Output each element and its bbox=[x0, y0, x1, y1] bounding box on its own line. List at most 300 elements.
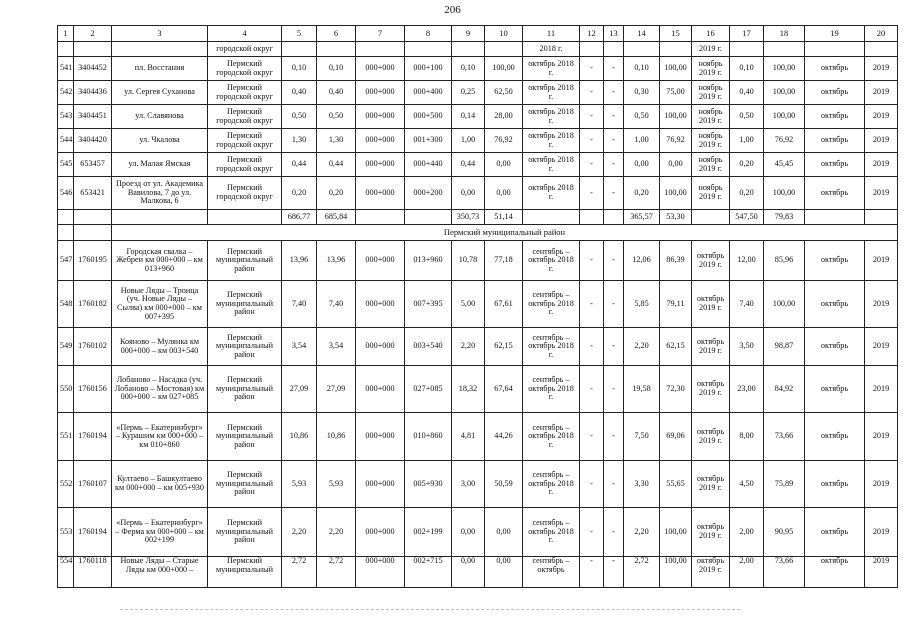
value-cell-c18: 100,00 bbox=[764, 105, 805, 129]
value-cell-c18: 76,92 bbox=[764, 129, 805, 153]
table-row bbox=[58, 81, 898, 105]
value-cell-c17: 7,40 bbox=[730, 281, 764, 328]
value-cell-c8: 007+395 bbox=[405, 281, 452, 328]
value-cell-c18: 45,45 bbox=[764, 153, 805, 177]
total-cell: 547,50 bbox=[730, 210, 764, 225]
column-number-header: 16 bbox=[692, 26, 730, 42]
value-cell-c6: 7,40 bbox=[317, 281, 356, 328]
value-cell-c5: 7,40 bbox=[282, 281, 317, 328]
empty-cell bbox=[405, 210, 452, 225]
empty-cell bbox=[112, 42, 208, 57]
column-number-header: 8 bbox=[405, 26, 452, 42]
value-cell-c7: 000+000 bbox=[356, 557, 405, 588]
road-code-cell: 1760156 bbox=[74, 366, 112, 413]
empty-cell bbox=[865, 42, 898, 57]
value-cell-c17: 0,20 bbox=[730, 153, 764, 177]
total-cell: 685,84 bbox=[317, 210, 356, 225]
road-code-cell: 653421 bbox=[74, 177, 112, 210]
value-cell-c11: сентябрь – октябрь 2018 г. bbox=[523, 508, 580, 557]
value-cell-c20: 2019 bbox=[865, 461, 898, 508]
value-cell-c12: - bbox=[580, 461, 604, 508]
value-cell-c11: октябрь 2018 г. bbox=[523, 81, 580, 105]
header-row bbox=[58, 26, 898, 42]
value-cell-c16: ноябрь 2019 г. bbox=[692, 105, 730, 129]
road-name-cell: Городская свалка – Жебреи км 000+000 – км 013+960 bbox=[112, 241, 208, 281]
value-cell-c18: 90,95 bbox=[764, 508, 805, 557]
value-cell-c8: 002+715 bbox=[405, 557, 452, 588]
value-cell-c14: 5,85 bbox=[624, 281, 660, 328]
value-cell-c8: 000+100 bbox=[405, 57, 452, 81]
value-cell-c16: ноябрь 2019 г. bbox=[692, 129, 730, 153]
column-number-header: 5 bbox=[282, 26, 317, 42]
value-cell-c7: 000+000 bbox=[356, 508, 405, 557]
value-cell-c14: 1,00 bbox=[624, 129, 660, 153]
value-cell-c8: 013+960 bbox=[405, 241, 452, 281]
value-cell-c17: 0,10 bbox=[730, 57, 764, 81]
value-cell-c20: 2019 bbox=[865, 241, 898, 281]
value-cell-c10: 62,15 bbox=[485, 328, 523, 366]
value-cell-c15: 0,00 bbox=[660, 153, 692, 177]
empty-cell bbox=[74, 225, 112, 241]
empty-cell bbox=[805, 42, 865, 57]
road-code-cell: 3404420 bbox=[74, 129, 112, 153]
value-cell-c18: 100,00 bbox=[764, 177, 805, 210]
value-cell-c15: 86,39 bbox=[660, 241, 692, 281]
value-cell-c6: 2,20 bbox=[317, 508, 356, 557]
value-cell-c12: - bbox=[580, 508, 604, 557]
road-name-cell: ул. Чкалова bbox=[112, 129, 208, 153]
value-cell-c12: - bbox=[580, 557, 604, 588]
value-cell-c16: октябрь 2019 г. bbox=[692, 413, 730, 461]
value-cell-c14: 2,20 bbox=[624, 508, 660, 557]
value-cell-c14: 3,30 bbox=[624, 461, 660, 508]
row-number-cell: 545 bbox=[58, 153, 74, 177]
empty-cell bbox=[356, 210, 405, 225]
page-edge-line bbox=[120, 609, 740, 610]
value-cell-c8: 000+440 bbox=[405, 153, 452, 177]
value-cell-c20: 2019 bbox=[865, 366, 898, 413]
value-cell-c7: 000+000 bbox=[356, 461, 405, 508]
value-cell-c19: октябрь bbox=[805, 241, 865, 281]
column-number-header: 6 bbox=[317, 26, 356, 42]
value-cell-c18: 85,96 bbox=[764, 241, 805, 281]
value-cell-c15: 55,65 bbox=[660, 461, 692, 508]
value-cell-c16: октябрь 2019 г. bbox=[692, 241, 730, 281]
owner-cell: городской округ bbox=[208, 42, 282, 57]
empty-cell bbox=[624, 42, 660, 57]
table-row bbox=[58, 508, 898, 557]
value-cell-c13: - bbox=[604, 241, 624, 281]
empty-cell bbox=[692, 210, 730, 225]
row-number-cell: 548 bbox=[58, 281, 74, 328]
value-cell-c20: 2019 bbox=[865, 105, 898, 129]
value-cell-c13: - bbox=[604, 508, 624, 557]
value-cell-c15: 100,00 bbox=[660, 105, 692, 129]
value-cell-c11: октябрь 2018 г. bbox=[523, 105, 580, 129]
value-cell-c19: октябрь bbox=[805, 177, 865, 210]
value-cell-c5: 13,96 bbox=[282, 241, 317, 281]
value-cell-c7: 000+000 bbox=[356, 81, 405, 105]
value-cell-c19: октябрь bbox=[805, 461, 865, 508]
continuation-row bbox=[58, 42, 898, 57]
value-cell-c16: ноябрь 2019 г. bbox=[692, 177, 730, 210]
road-name-cell: ул. Сергея Суханова bbox=[112, 81, 208, 105]
value-cell-c7: 000+000 bbox=[356, 153, 405, 177]
empty-cell bbox=[112, 210, 208, 225]
owner-cell: Пермский городской округ bbox=[208, 129, 282, 153]
value-cell-c19: октябрь bbox=[805, 57, 865, 81]
owner-cell: Пермский городской округ bbox=[208, 81, 282, 105]
row-number-cell: 553 bbox=[58, 508, 74, 557]
owner-cell: Пермский муниципальный район bbox=[208, 241, 282, 281]
value-cell-c12: - bbox=[580, 366, 604, 413]
empty-cell bbox=[730, 42, 764, 57]
value-cell-c5: 1,30 bbox=[282, 129, 317, 153]
value-cell-c8: 005+930 bbox=[405, 461, 452, 508]
value-cell-c12: - bbox=[580, 57, 604, 81]
value-cell-c11: октябрь 2018 г. bbox=[523, 177, 580, 210]
value-cell-c12: - bbox=[580, 177, 604, 210]
value-cell-c17: 4,50 bbox=[730, 461, 764, 508]
value-cell-c7: 000+000 bbox=[356, 366, 405, 413]
value-cell-c18: 98,87 bbox=[764, 328, 805, 366]
value-cell-c9: 10,78 bbox=[452, 241, 485, 281]
road-code-cell: 1760194 bbox=[74, 413, 112, 461]
row-number-cell: 549 bbox=[58, 328, 74, 366]
row-number-cell: 542 bbox=[58, 81, 74, 105]
value-cell-c18: 84,92 bbox=[764, 366, 805, 413]
value-cell-c5: 3,54 bbox=[282, 328, 317, 366]
row-number-cell: 547 bbox=[58, 241, 74, 281]
value-cell-c17: 12,00 bbox=[730, 241, 764, 281]
value-cell-c15: 72,30 bbox=[660, 366, 692, 413]
value-cell-c11: сентябрь – октябрь 2018 г. bbox=[523, 461, 580, 508]
value-cell-c9: 2,20 bbox=[452, 328, 485, 366]
empty-cell bbox=[282, 42, 317, 57]
value-cell-c11: сентябрь – октябрь 2018 г. bbox=[523, 366, 580, 413]
value-cell-c15: 100,00 bbox=[660, 508, 692, 557]
road-name-cell: «Пермь – Екатеринбург» – Ферма км 000+000 – км 002+199 bbox=[112, 508, 208, 557]
empty-cell bbox=[317, 42, 356, 57]
value-cell-c11: сентябрь – октябрь 2018 г. bbox=[523, 413, 580, 461]
value-cell-c11: сентябрь – октябрь 2018 г. bbox=[523, 281, 580, 328]
column-number-header: 9 bbox=[452, 26, 485, 42]
value-cell-c19: октябрь bbox=[805, 508, 865, 557]
value-cell-c7: 000+000 bbox=[356, 129, 405, 153]
road-code-cell: 3404436 bbox=[74, 81, 112, 105]
section-title: Пермский муниципальный район bbox=[112, 225, 898, 241]
value-cell-c15: 79,11 bbox=[660, 281, 692, 328]
road-name-cell: Проезд от ул. Академика Вавилова, 7 до ул. Малкова, 6 bbox=[112, 177, 208, 210]
value-cell-c5: 10,86 bbox=[282, 413, 317, 461]
value-cell-c20: 2019 bbox=[865, 281, 898, 328]
owner-cell: Пермский городской округ bbox=[208, 105, 282, 129]
value-cell-c19: октябрь bbox=[805, 413, 865, 461]
empty-cell bbox=[58, 225, 74, 241]
empty-cell bbox=[580, 210, 604, 225]
row-number-cell: 543 bbox=[58, 105, 74, 129]
empty-cell bbox=[356, 42, 405, 57]
value-cell-c16: ноябрь 2019 г. bbox=[692, 57, 730, 81]
value-cell-c16: октябрь 2019 г. bbox=[692, 328, 730, 366]
value-cell-c19: октябрь bbox=[805, 366, 865, 413]
value-cell-c12: - bbox=[580, 328, 604, 366]
value-cell-c16: ноябрь 2019 г. bbox=[692, 81, 730, 105]
value-cell-c17: 3,50 bbox=[730, 328, 764, 366]
empty-cell bbox=[805, 210, 865, 225]
roads-table bbox=[57, 25, 898, 588]
table-row bbox=[58, 328, 898, 366]
value-cell-c15: 100,00 bbox=[660, 557, 692, 588]
total-cell: 79,83 bbox=[764, 210, 805, 225]
value-cell-c7: 000+000 bbox=[356, 241, 405, 281]
owner-cell: Пермский муниципальный район bbox=[208, 366, 282, 413]
value-cell-c18: 100,00 bbox=[764, 81, 805, 105]
value-cell-c9: 0,14 bbox=[452, 105, 485, 129]
value-cell-c13: - bbox=[604, 153, 624, 177]
value-cell-c11: сентябрь – октябрь 2018 г. bbox=[523, 241, 580, 281]
owner-cell: Пермский городской округ bbox=[208, 153, 282, 177]
empty-cell bbox=[865, 210, 898, 225]
column-number-header: 18 bbox=[764, 26, 805, 42]
value-cell-c17: 23,00 bbox=[730, 366, 764, 413]
value-cell-c11: октябрь 2018 г. bbox=[523, 57, 580, 81]
table-row bbox=[58, 557, 898, 588]
total-cell: 365,57 bbox=[624, 210, 660, 225]
value-cell-c10: 0,00 bbox=[485, 508, 523, 557]
value-cell-c12: - bbox=[580, 153, 604, 177]
row-number-cell: 544 bbox=[58, 129, 74, 153]
value-cell-c6: 13,96 bbox=[317, 241, 356, 281]
value-cell-c9: 0,25 bbox=[452, 81, 485, 105]
value-cell-c6: 0,10 bbox=[317, 57, 356, 81]
value-cell-c18: 73,66 bbox=[764, 413, 805, 461]
value-cell-c15: 75,00 bbox=[660, 81, 692, 105]
value-cell-c13: - bbox=[604, 366, 624, 413]
column-number-header: 3 bbox=[112, 26, 208, 42]
value-cell-c9: 1,00 bbox=[452, 129, 485, 153]
value-cell-c10: 0,00 bbox=[485, 557, 523, 588]
value-cell-c7: 000+000 bbox=[356, 281, 405, 328]
value-cell-c14: 2,20 bbox=[624, 328, 660, 366]
value-cell-c9: 0,00 bbox=[452, 177, 485, 210]
owner-cell: Пермский городской округ bbox=[208, 177, 282, 210]
road-code-cell: 653457 bbox=[74, 153, 112, 177]
plan-cell: 2019 г. bbox=[692, 42, 730, 57]
value-cell-c18: 100,00 bbox=[764, 57, 805, 81]
value-cell-c9: 0,10 bbox=[452, 57, 485, 81]
value-cell-c10: 67,64 bbox=[485, 366, 523, 413]
value-cell-c13: - bbox=[604, 81, 624, 105]
value-cell-c7: 000+000 bbox=[356, 328, 405, 366]
value-cell-c13: - bbox=[604, 328, 624, 366]
value-cell-c14: 0,30 bbox=[624, 81, 660, 105]
row-number-cell: 554 bbox=[58, 557, 74, 588]
column-number-header: 20 bbox=[865, 26, 898, 42]
table-row bbox=[58, 281, 898, 328]
row-number-cell: 551 bbox=[58, 413, 74, 461]
value-cell-c8: 000+400 bbox=[405, 81, 452, 105]
value-cell-c5: 2,72 bbox=[282, 557, 317, 588]
table-row bbox=[58, 129, 898, 153]
row-number-cell: 546 bbox=[58, 177, 74, 210]
value-cell-c14: 0,50 bbox=[624, 105, 660, 129]
empty-cell bbox=[74, 210, 112, 225]
value-cell-c7: 000+000 bbox=[356, 413, 405, 461]
table-row bbox=[58, 413, 898, 461]
value-cell-c19: октябрь bbox=[805, 328, 865, 366]
value-cell-c6: 27,09 bbox=[317, 366, 356, 413]
value-cell-c20: 2019 bbox=[865, 177, 898, 210]
value-cell-c13: - bbox=[604, 129, 624, 153]
column-number-header: 7 bbox=[356, 26, 405, 42]
table-row bbox=[58, 153, 898, 177]
empty-cell bbox=[58, 210, 74, 225]
value-cell-c20: 2019 bbox=[865, 81, 898, 105]
total-cell: 686,77 bbox=[282, 210, 317, 225]
value-cell-c8: 001+300 bbox=[405, 129, 452, 153]
value-cell-c17: 8,00 bbox=[730, 413, 764, 461]
value-cell-c5: 0,20 bbox=[282, 177, 317, 210]
owner-cell: Пермский муниципальный район bbox=[208, 508, 282, 557]
value-cell-c17: 2,00 bbox=[730, 557, 764, 588]
value-cell-c14: 0,10 bbox=[624, 57, 660, 81]
column-number-header: 13 bbox=[604, 26, 624, 42]
value-cell-c14: 0,00 bbox=[624, 153, 660, 177]
empty-cell bbox=[485, 42, 523, 57]
total-cell: 350,73 bbox=[452, 210, 485, 225]
row-number-cell: 550 bbox=[58, 366, 74, 413]
value-cell-c8: 000+200 bbox=[405, 177, 452, 210]
value-cell-c5: 27,09 bbox=[282, 366, 317, 413]
value-cell-c18: 75,89 bbox=[764, 461, 805, 508]
road-name-cell: ул. Малая Ямская bbox=[112, 153, 208, 177]
empty-cell bbox=[660, 42, 692, 57]
owner-cell: Пермский муниципальный bbox=[208, 557, 282, 588]
value-cell-c5: 0,50 bbox=[282, 105, 317, 129]
road-code-cell: 3404452 bbox=[74, 57, 112, 81]
value-cell-c20: 2019 bbox=[865, 57, 898, 81]
value-cell-c14: 12,06 bbox=[624, 241, 660, 281]
value-cell-c10: 28,00 bbox=[485, 105, 523, 129]
value-cell-c19: октябрь bbox=[805, 557, 865, 588]
totals-row bbox=[58, 210, 898, 225]
empty-cell bbox=[580, 42, 604, 57]
road-name-cell: ул. Славянова bbox=[112, 105, 208, 129]
value-cell-c16: октябрь 2019 г. bbox=[692, 557, 730, 588]
value-cell-c15: 69,06 bbox=[660, 413, 692, 461]
value-cell-c11: октябрь 2018 г. bbox=[523, 129, 580, 153]
column-number-header: 4 bbox=[208, 26, 282, 42]
table-body bbox=[58, 26, 898, 588]
value-cell-c13: - bbox=[604, 413, 624, 461]
value-cell-c7: 000+000 bbox=[356, 57, 405, 81]
value-cell-c13: - bbox=[604, 461, 624, 508]
value-cell-c10: 0,00 bbox=[485, 153, 523, 177]
value-cell-c17: 2,00 bbox=[730, 508, 764, 557]
road-name-cell: Лобаново – Насадка (уч. Лобаново – Мостовая) км 000+000 – км 027+085 bbox=[112, 366, 208, 413]
road-code-cell: 1760107 bbox=[74, 461, 112, 508]
value-cell-c10: 77,18 bbox=[485, 241, 523, 281]
value-cell-c6: 5,93 bbox=[317, 461, 356, 508]
column-number-header: 10 bbox=[485, 26, 523, 42]
value-cell-c17: 1,00 bbox=[730, 129, 764, 153]
value-cell-c17: 0,20 bbox=[730, 177, 764, 210]
value-cell-c13: - bbox=[604, 105, 624, 129]
value-cell-c6: 2,72 bbox=[317, 557, 356, 588]
value-cell-c12: - bbox=[580, 81, 604, 105]
road-code-cell: 1760195 bbox=[74, 241, 112, 281]
total-cell: 51,14 bbox=[485, 210, 523, 225]
value-cell-c10: 76,92 bbox=[485, 129, 523, 153]
value-cell-c12: - bbox=[580, 129, 604, 153]
column-number-header: 2 bbox=[74, 26, 112, 42]
road-name-cell: Кояново – Мулянка км 000+000 – км 003+540 bbox=[112, 328, 208, 366]
value-cell-c19: октябрь bbox=[805, 105, 865, 129]
empty-cell bbox=[604, 210, 624, 225]
value-cell-c9: 0,44 bbox=[452, 153, 485, 177]
value-cell-c6: 1,30 bbox=[317, 129, 356, 153]
table-row bbox=[58, 366, 898, 413]
value-cell-c8: 002+199 bbox=[405, 508, 452, 557]
value-cell-c6: 3,54 bbox=[317, 328, 356, 366]
value-cell-c14: 19,58 bbox=[624, 366, 660, 413]
value-cell-c20: 2019 bbox=[865, 153, 898, 177]
value-cell-c9: 4,81 bbox=[452, 413, 485, 461]
value-cell-c13: - bbox=[604, 57, 624, 81]
value-cell-c16: октябрь 2019 г. bbox=[692, 461, 730, 508]
value-cell-c18: 73,66 bbox=[764, 557, 805, 588]
empty-cell bbox=[604, 42, 624, 57]
value-cell-c12: - bbox=[580, 413, 604, 461]
value-cell-c14: 7,50 bbox=[624, 413, 660, 461]
value-cell-c12: - bbox=[580, 105, 604, 129]
empty-cell bbox=[74, 42, 112, 57]
owner-cell: Пермский муниципальный район bbox=[208, 281, 282, 328]
section-row bbox=[58, 225, 898, 241]
column-number-header: 15 bbox=[660, 26, 692, 42]
value-cell-c5: 0,44 bbox=[282, 153, 317, 177]
road-code-cell: 1760102 bbox=[74, 328, 112, 366]
road-name-cell: «Пермь – Екатеринбург» – Курашим км 000+000 – км 010+860 bbox=[112, 413, 208, 461]
road-name-cell: Новые Ляды – Троица (уч. Новые Ляды – Сылва) км 000+000 – км 007+395 bbox=[112, 281, 208, 328]
empty-cell bbox=[405, 42, 452, 57]
value-cell-c12: - bbox=[580, 241, 604, 281]
value-cell-c8: 010+860 bbox=[405, 413, 452, 461]
period-cell: 2018 г. bbox=[523, 42, 580, 57]
empty-cell bbox=[58, 42, 74, 57]
column-number-header: 12 bbox=[580, 26, 604, 42]
value-cell-c12: - bbox=[580, 281, 604, 328]
column-number-header: 14 bbox=[624, 26, 660, 42]
value-cell-c7: 000+000 bbox=[356, 177, 405, 210]
table-row bbox=[58, 57, 898, 81]
value-cell-c11: сентябрь – октябрь bbox=[523, 557, 580, 588]
value-cell-c5: 0,10 bbox=[282, 57, 317, 81]
value-cell-c10: 44,26 bbox=[485, 413, 523, 461]
road-code-cell: 1760118 bbox=[74, 557, 112, 588]
column-number-header: 11 bbox=[523, 26, 580, 42]
road-code-cell: 1760194 bbox=[74, 508, 112, 557]
value-cell-c15: 76,92 bbox=[660, 129, 692, 153]
value-cell-c6: 0,44 bbox=[317, 153, 356, 177]
value-cell-c5: 0,40 bbox=[282, 81, 317, 105]
value-cell-c9: 0,00 bbox=[452, 508, 485, 557]
value-cell-c16: октябрь 2019 г. bbox=[692, 281, 730, 328]
value-cell-c20: 2019 bbox=[865, 413, 898, 461]
value-cell-c16: октябрь 2019 г. bbox=[692, 508, 730, 557]
total-cell: 53,30 bbox=[660, 210, 692, 225]
